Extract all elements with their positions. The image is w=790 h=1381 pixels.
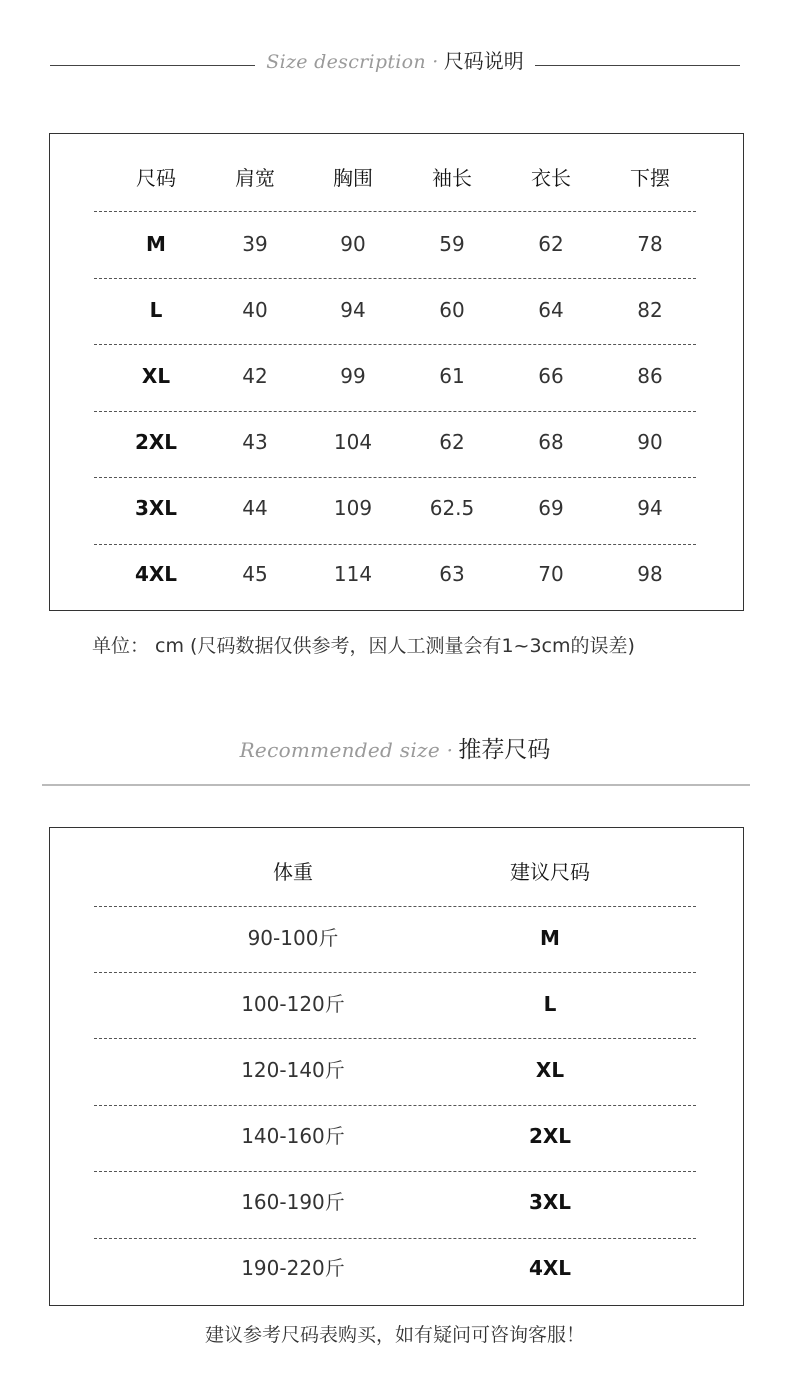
suggested-size-cell: 3XL (528, 1190, 572, 1214)
weight-cell: 120-140斤 (241, 1058, 345, 1082)
recommend-table-header-row (94, 839, 696, 905)
chest-cell: 114 (333, 562, 373, 586)
table-row (94, 277, 696, 343)
suggested-size-cell: L (543, 992, 557, 1016)
chest-cell: 104 (333, 430, 373, 454)
hem-cell: 90 (637, 430, 663, 454)
length-cell: 64 (538, 298, 564, 322)
length-cell: 62 (538, 232, 564, 256)
length-cell: 66 (538, 364, 564, 388)
hem-cell: 98 (637, 562, 663, 586)
header-cell-sleeve: 袖长 (432, 166, 472, 190)
table-row (94, 1169, 696, 1235)
recommended-size-title-en: Recommended size · (239, 738, 454, 762)
weight-cell: 140-160斤 (241, 1124, 345, 1148)
table-row (94, 1103, 696, 1169)
table-row (94, 541, 696, 607)
size-description-title-zh: 尺码说明 (443, 49, 524, 73)
shoulder-cell: 43 (242, 430, 268, 454)
table-row (94, 475, 696, 541)
size-cell: L (149, 298, 163, 322)
sleeve-cell: 59 (439, 232, 465, 256)
recommend-note: 建议参考尺码表购买，如有疑问可咨询客服！ (204, 1324, 585, 1346)
table-row (94, 905, 696, 971)
header-cell-shoulder: 肩宽 (235, 166, 275, 190)
chest-cell: 109 (333, 496, 373, 520)
table-row (94, 343, 696, 409)
hem-cell: 86 (637, 364, 663, 388)
size-unit-note: 单位： cm (尺码数据仅供参考，因人工测量会有1~3cm的误差) (92, 635, 635, 657)
weight-cell: 90-100斤 (247, 926, 339, 950)
shoulder-cell: 40 (242, 298, 268, 322)
size-cell: 3XL (134, 496, 178, 520)
sleeve-cell: 62 (439, 430, 465, 454)
chest-cell: 94 (340, 298, 366, 322)
hem-cell: 78 (637, 232, 663, 256)
hem-cell: 94 (637, 496, 663, 520)
header-cell-length: 衣长 (531, 166, 571, 190)
size-cell: XL (141, 364, 171, 388)
suggested-size-cell: XL (535, 1058, 565, 1082)
shoulder-cell: 39 (242, 232, 268, 256)
table-row (94, 971, 696, 1037)
sleeve-cell: 61 (439, 364, 465, 388)
header-cell-hem: 下摆 (630, 166, 670, 190)
length-cell: 70 (538, 562, 564, 586)
size-description-title-en: Size description · (266, 51, 439, 73)
weight-cell: 190-220斤 (241, 1256, 345, 1280)
size-cell: M (146, 232, 166, 256)
table-row (94, 211, 696, 277)
sleeve-cell: 63 (439, 562, 465, 586)
chest-cell: 99 (340, 364, 366, 388)
size-table (49, 133, 744, 611)
recommended-size-title-zh: 推荐尺码 (458, 737, 551, 763)
size-table-header-row (94, 145, 696, 211)
size-cell: 4XL (134, 562, 178, 586)
suggested-size-cell: 4XL (528, 1256, 572, 1280)
shoulder-cell: 42 (242, 364, 268, 388)
header-cell-suggested-size: 建议尺码 (510, 860, 590, 884)
length-cell: 69 (538, 496, 564, 520)
recommended-size-table (49, 827, 744, 1306)
header-cell-size: 尺码 (136, 166, 176, 190)
table-row (94, 409, 696, 475)
sleeve-cell: 62.5 (429, 496, 475, 520)
header-cell-weight: 体重 (273, 860, 313, 884)
hem-cell: 82 (637, 298, 663, 322)
header-cell-chest: 胸围 (333, 166, 373, 190)
size-cell: 2XL (134, 430, 178, 454)
size-description-title (0, 46, 790, 76)
table-row (94, 1235, 696, 1301)
table-row (94, 1037, 696, 1103)
shoulder-cell: 44 (242, 496, 268, 520)
weight-cell: 100-120斤 (241, 992, 345, 1016)
weight-cell: 160-190斤 (241, 1190, 345, 1214)
suggested-size-cell: M (540, 926, 560, 950)
recommended-size-title (0, 734, 790, 766)
length-cell: 68 (538, 430, 564, 454)
suggested-size-cell: 2XL (528, 1124, 572, 1148)
title-underline (42, 784, 750, 786)
shoulder-cell: 45 (242, 562, 268, 586)
sleeve-cell: 60 (439, 298, 465, 322)
chest-cell: 90 (340, 232, 366, 256)
